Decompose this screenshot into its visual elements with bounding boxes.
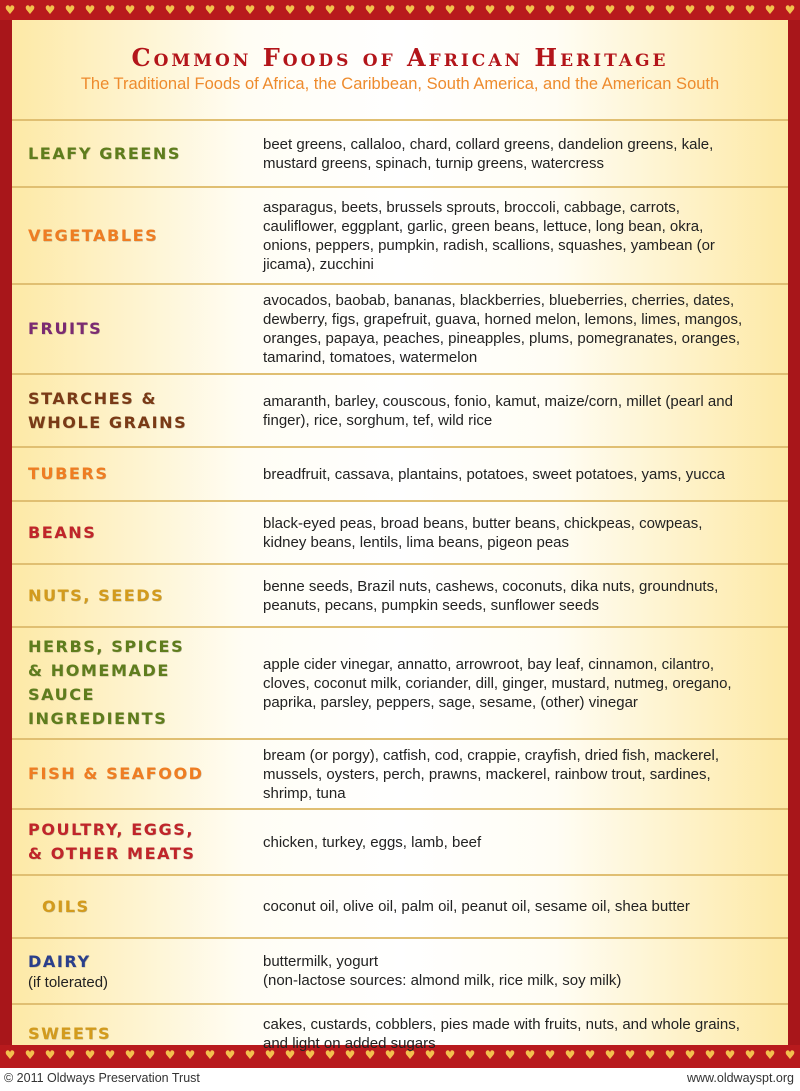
- heart-ornament-icon: ♥: [644, 1048, 656, 1062]
- heart-ornament-icon: ♥: [124, 3, 136, 17]
- heart-ornament-icon: ♥: [544, 3, 556, 17]
- heart-ornament-icon: ♥: [444, 3, 456, 17]
- table-row: [12, 121, 788, 188]
- heart-ornament-icon: ♥: [104, 1048, 116, 1062]
- right-border: [788, 20, 800, 1045]
- heart-ornament-icon: ♥: [124, 1048, 136, 1062]
- food-chart-panel: [12, 20, 788, 1052]
- heart-ornament-icon: ♥: [104, 3, 116, 17]
- heart-ornament-icon: ♥: [324, 1048, 336, 1062]
- table-row: [12, 565, 788, 628]
- heart-ornament-icon: ♥: [184, 3, 196, 17]
- table-row: [12, 810, 788, 876]
- heart-ornament-icon: ♥: [24, 3, 36, 17]
- heart-ornament-icon: ♥: [724, 1048, 736, 1062]
- category-name: DAIRY (if tolerated): [12, 950, 263, 992]
- website-link[interactable]: www.oldwayspt.org: [687, 1071, 794, 1085]
- heart-ornament-icon: ♥: [64, 1048, 76, 1062]
- heart-ornament-icon: ♥: [564, 3, 576, 17]
- heart-ornament-icon: ♥: [424, 3, 436, 17]
- top-ornament-strip: [0, 0, 800, 20]
- heart-ornament-icon: ♥: [364, 3, 376, 17]
- category-items: chicken, turkey, eggs, lamb, beef: [263, 833, 482, 851]
- heart-ornament-icon: ♥: [564, 1048, 576, 1062]
- category-name: HERBS, SPICES & HOMEMADE SAUCE INGREDIENTS: [28, 637, 185, 728]
- heart-ornament-icon: ♥: [504, 1048, 516, 1062]
- category-items: benne seeds, Brazil nuts, cashews, coconuts, dika nuts, groundnuts, peanuts, pecans, pumpkin seeds, sunflower seeds: [263, 577, 719, 614]
- category-name: LEAFY GREENS: [28, 143, 182, 163]
- copyright-text: © 2011 Oldways Preservation Trust: [4, 1071, 200, 1085]
- heart-ornament-icon: ♥: [484, 3, 496, 17]
- category-items: avocados, baobab, bananas, blackberries, blueberries, cherries, dates, dewberry, figs, grapefruit, guava, horned melon, lemons, limes, mangos, oranges, papaya, peaches, pineapples, plums, pomegranates, oranges, tamarind, tomatoes, watermelon: [263, 292, 743, 366]
- category-name: TUBERS: [28, 464, 109, 483]
- heart-ornament-icon: ♥: [744, 3, 756, 17]
- category-name: FRUITS: [28, 319, 103, 338]
- heart-ornament-icon: ♥: [744, 1048, 756, 1062]
- heart-ornament-icon: ♥: [544, 1048, 556, 1062]
- category-items: apple cider vinegar, annatto, arrowroot, bay leaf, cinnamon, cilantro, cloves, coconut milk, coriander, dill, ginger, mustard, nutmeg, oregano, paprika, parsley, peppers, sage, sesame, (other) vinegar: [263, 655, 732, 711]
- heart-ornament-icon: ♥: [84, 1048, 96, 1062]
- heart-ornament-icon: ♥: [264, 1048, 276, 1062]
- heart-ornament-icon: ♥: [464, 1048, 476, 1062]
- table-row: [12, 628, 788, 740]
- table-row: [12, 285, 788, 375]
- heart-ornament-icon: ♥: [164, 1048, 176, 1062]
- heart-ornament-icon: ♥: [384, 3, 396, 17]
- heart-ornament-icon: ♥: [184, 1048, 196, 1062]
- category-name: OILS: [42, 896, 90, 916]
- table-row: [12, 1005, 788, 1063]
- heart-ornament-icon: ♥: [224, 3, 236, 17]
- heart-ornament-icon: ♥: [304, 3, 316, 17]
- heart-ornament-icon: ♥: [604, 1048, 616, 1062]
- heart-ornament-icon: ♥: [504, 3, 516, 17]
- heart-ornament-icon: ♥: [4, 3, 16, 17]
- heart-ornament-icon: ♥: [764, 1048, 776, 1062]
- heart-ornament-icon: ♥: [4, 1048, 16, 1062]
- category-name: VEGETABLES: [28, 225, 159, 245]
- heart-ornament-icon: ♥: [344, 1048, 356, 1062]
- heart-ornament-icon: ♥: [624, 1048, 636, 1062]
- heart-ornament-icon: ♥: [84, 3, 96, 17]
- category-note: (if tolerated): [28, 974, 109, 991]
- heart-ornament-icon: ♥: [584, 3, 596, 17]
- category-items: amaranth, barley, couscous, fonio, kamut, maize/corn, millet (pearl and finger), rice, sorghum, tef, wild rice: [263, 392, 733, 429]
- category-items: cakes, custards, cobblers, pies made with fruits, nuts, and whole grains, and light on added sugars: [263, 1016, 740, 1052]
- food-category-table: [12, 121, 788, 1063]
- category-items: breadfruit, cassava, plantains, potatoes, sweet potatoes, yams, yucca: [263, 465, 725, 483]
- table-row: [12, 740, 788, 810]
- heart-ornament-icon: ♥: [484, 1048, 496, 1062]
- heart-ornament-icon: ♥: [284, 3, 296, 17]
- category-items: asparagus, beets, brussels sprouts, broccoli, cabbage, carrots, cauliflower, eggplant, garlic, green beans, lettuce, long bean, okra, onions, peppers, pumpkin, radish, scallions, squashes, yambean (or jicama), zucchini: [263, 198, 715, 273]
- table-row: [12, 502, 788, 565]
- table-row: [12, 876, 788, 939]
- category-name: FISH & SEAFOOD: [28, 764, 204, 783]
- heart-ornament-icon: ♥: [64, 3, 76, 17]
- category-items: bream (or porgy), catfish, cod, crappie, crayfish, dried fish, mackerel, mussels, oysters, perch, prawns, mackerel, rainbow trout, sardines, shrimp, tuna: [263, 746, 720, 802]
- table-row: [12, 188, 788, 285]
- heart-ornament-icon: ♥: [284, 1048, 296, 1062]
- heart-ornament-icon: ♥: [144, 1048, 156, 1062]
- heart-ornament-icon: ♥: [704, 3, 716, 17]
- heart-ornament-icon: ♥: [324, 3, 336, 17]
- heart-ornament-icon: ♥: [364, 1048, 376, 1062]
- heart-ornament-icon: ♥: [604, 3, 616, 17]
- heart-ornament-icon: ♥: [244, 3, 256, 17]
- chart-header: [12, 20, 788, 121]
- heart-ornament-icon: ♥: [664, 1048, 676, 1062]
- heart-ornament-icon: ♥: [204, 1048, 216, 1062]
- heart-ornament-icon: ♥: [524, 3, 536, 17]
- page-title: Common Foods of African Heritage: [131, 43, 669, 72]
- table-row: [12, 375, 788, 448]
- heart-ornament-icon: ♥: [444, 1048, 456, 1062]
- heart-ornament-icon: ♥: [664, 3, 676, 17]
- heart-ornament-icon: ♥: [304, 1048, 316, 1062]
- heart-ornament-icon: ♥: [784, 1048, 796, 1062]
- heart-ornament-icon: ♥: [244, 1048, 256, 1062]
- heart-ornament-icon: ♥: [44, 1048, 56, 1062]
- heart-ornament-icon: ♥: [404, 3, 416, 17]
- table-row: [12, 448, 788, 502]
- heart-ornament-icon: ♥: [724, 3, 736, 17]
- heart-ornament-icon: ♥: [424, 1048, 436, 1062]
- heart-ornament-icon: ♥: [784, 3, 796, 17]
- page-subtitle: The Traditional Foods of Africa, the Caribbean, South America, and the American South: [80, 75, 720, 93]
- heart-ornament-icon: ♥: [164, 3, 176, 17]
- heart-ornament-icon: ♥: [264, 3, 276, 17]
- heart-ornament-icon: ♥: [144, 3, 156, 17]
- category-items: coconut oil, olive oil, palm oil, peanut oil, sesame oil, shea butter: [263, 898, 690, 915]
- heart-ornament-icon: ♥: [764, 3, 776, 17]
- category-name: STARCHES & WHOLE GRAINS: [28, 388, 188, 432]
- heart-ornament-icon: ♥: [644, 3, 656, 17]
- heart-ornament-icon: ♥: [584, 1048, 596, 1062]
- heart-ornament-icon: ♥: [684, 1048, 696, 1062]
- category-name: BEANS: [28, 522, 97, 542]
- heart-ornament-icon: ♥: [204, 3, 216, 17]
- heart-ornament-icon: ♥: [524, 1048, 536, 1062]
- heart-ornament-icon: ♥: [384, 1048, 396, 1062]
- category-items: black-eyed peas, broad beans, butter beans, chickpeas, cowpeas, kidney beans, lentils, lima beans, pigeon peas: [263, 514, 703, 551]
- table-row: [12, 939, 788, 1005]
- heart-ornament-icon: ♥: [404, 1048, 416, 1062]
- heart-ornament-icon: ♥: [704, 1048, 716, 1062]
- category-name: SWEETS: [28, 1024, 112, 1043]
- heart-ornament-icon: ♥: [684, 3, 696, 17]
- heart-ornament-icon: ♥: [624, 3, 636, 17]
- heart-ornament-icon: ♥: [344, 3, 356, 17]
- category-items: buttermilk, yogurt (non-lactose sources: almond milk, rice milk, soy milk): [263, 953, 622, 989]
- category-name: POULTRY, EGGS, & OTHER MEATS: [28, 820, 196, 863]
- category-items: beet greens, callaloo, chard, collard greens, dandelion greens, kale, mustard greens, spinach, turnip greens, watercress: [263, 135, 714, 172]
- heart-ornament-icon: ♥: [24, 1048, 36, 1062]
- heart-ornament-icon: ♥: [224, 1048, 236, 1062]
- left-border: [0, 20, 12, 1045]
- category-name: NUTS, SEEDS: [28, 585, 165, 605]
- heart-ornament-icon: ♥: [464, 3, 476, 17]
- heart-ornament-icon: ♥: [44, 3, 56, 17]
